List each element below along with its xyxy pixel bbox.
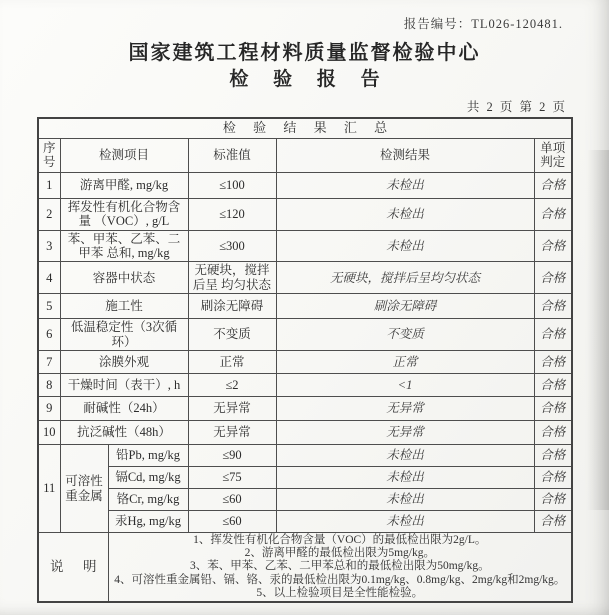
table-caption: 检 验 结 果 汇 总	[38, 118, 572, 138]
row-verdict: 合格	[534, 421, 572, 445]
row-result: 未检出	[276, 198, 534, 230]
table-row	[38, 262, 572, 294]
heavy-metal-group-label: 可溶性重金属	[60, 445, 108, 533]
sub-row-verdict: 合格	[534, 445, 572, 467]
row-item: 挥发性有机化合物含量 （VOC）, g/L	[60, 198, 188, 230]
row-item: 耐碱性（24h）	[60, 397, 188, 421]
row-verdict: 合格	[534, 198, 572, 230]
row-no: 4	[38, 262, 60, 294]
row-result: <1	[276, 374, 534, 397]
row-verdict: 合格	[534, 172, 572, 198]
row-no: 6	[38, 319, 60, 351]
row-standard: 无硬块，搅拌后呈 均匀状态	[188, 262, 276, 294]
results-table	[37, 117, 573, 603]
table-row	[38, 421, 572, 445]
row-no: 1	[38, 172, 60, 198]
row-item: 游离甲醛, mg/kg	[60, 172, 188, 198]
table-row	[38, 397, 572, 421]
sub-row-result: 未检出	[276, 445, 534, 467]
row-verdict: 合格	[534, 319, 572, 351]
row-verdict: 合格	[534, 230, 572, 262]
row-item: 容器中状态	[60, 262, 188, 294]
row-item: 低温稳定性（3次循环）	[60, 319, 188, 351]
sub-row-item: 汞Hg, mg/kg	[108, 511, 188, 533]
note-line: 3、苯、甲苯、乙苯、二甲苯总和的最低检出限为50mg/kg。	[189, 560, 490, 573]
row-standard: 无异常	[188, 397, 276, 421]
table-row	[38, 351, 572, 374]
row-no: 3	[38, 230, 60, 262]
row-result: 未检出	[276, 230, 534, 262]
row-result: 无异常	[276, 421, 534, 445]
row-verdict: 合格	[534, 374, 572, 397]
note-line: 1、挥发性有机化合物含量（VOC）的最低检出限为2g/L。	[193, 534, 487, 546]
table-row	[38, 172, 572, 198]
notes-content	[108, 533, 572, 603]
sub-row-result: 未检出	[276, 511, 534, 533]
notes-label-cell	[38, 533, 108, 603]
row-no: 10	[38, 421, 60, 445]
inspection-center-name: 国家建筑工程材料质量监督检验中心	[128, 42, 481, 64]
table-row-heavy-metal	[38, 511, 572, 533]
row-result: 无异常	[276, 397, 534, 421]
row-no: 7	[38, 351, 60, 374]
table-row-heavy-metal	[38, 489, 572, 511]
page-indicator: 共 2 页 第 2 页	[466, 100, 567, 114]
row-no: 2	[38, 198, 60, 230]
table-caption-row	[38, 118, 572, 138]
row-item: 抗泛碱性（48h）	[60, 421, 188, 445]
sub-row-item: 铬Cr, mg/kg	[108, 489, 188, 511]
row-item: 苯、甲苯、乙苯、二甲苯 总和, mg/kg	[60, 230, 188, 262]
col-header-verdict: 单项判定	[534, 138, 572, 172]
row-standard: 刷涂无障碍	[188, 294, 276, 319]
row-result: 未检出	[276, 172, 534, 198]
notes-label: 说明	[50, 559, 97, 575]
table-row	[38, 374, 572, 397]
sub-row-verdict: 合格	[534, 511, 572, 533]
row-standard: 不变质	[188, 319, 276, 351]
col-header-no: 序号	[38, 138, 60, 172]
row-standard: ≤120	[188, 198, 276, 230]
row-result: 不变质	[276, 319, 534, 351]
row-standard: ≤100	[188, 172, 276, 198]
row-item: 涂膜外观	[60, 351, 188, 374]
sub-row-standard: ≤60	[188, 511, 276, 533]
row-verdict: 合格	[534, 397, 572, 421]
note-line: 2、游离甲醛的最低检出限为5mg/kg。	[244, 547, 435, 560]
table-row	[38, 294, 572, 319]
col-header-standard: 标准值	[188, 138, 276, 172]
sub-row-item: 铅Pb, mg/kg	[108, 445, 188, 467]
sub-row-standard: ≤90	[188, 445, 276, 467]
sub-row-result: 未检出	[276, 489, 534, 511]
col-header-result: 检测结果	[276, 138, 534, 172]
row-verdict: 合格	[534, 262, 572, 294]
row-no: 9	[38, 397, 60, 421]
row-item: 施工性	[60, 294, 188, 319]
row-result: 无硬块，搅拌后呈均匀状态	[276, 262, 534, 294]
row-item: 干燥时间（表干）, h	[60, 374, 188, 397]
table-row	[38, 198, 572, 230]
sub-row-standard: ≤60	[188, 489, 276, 511]
report-number: 报告编号：TL026-120481.	[403, 17, 563, 31]
row-no: 11	[38, 445, 60, 533]
note-line: 4、可溶性重金属铅、镉、铬、汞的最低检出限为0.1mg/kg、0.8mg/kg、2mg/kg和2mg/kg。	[114, 573, 566, 586]
note-line: 5、以上检验项目是全性能检验。	[256, 586, 424, 599]
table-row-heavy-metal	[38, 467, 572, 489]
row-result: 正常	[276, 351, 534, 374]
col-header-item: 检测项目	[60, 138, 188, 172]
table-header-row	[38, 138, 572, 172]
row-verdict: 合格	[534, 351, 572, 374]
row-standard: 无异常	[188, 421, 276, 445]
notes-row	[38, 533, 572, 603]
sub-row-item: 镉Cd, mg/kg	[108, 467, 188, 489]
sub-row-standard: ≤75	[188, 467, 276, 489]
table-row	[38, 319, 572, 351]
table-row-heavy-metal	[38, 445, 572, 467]
row-no: 8	[38, 374, 60, 397]
sub-row-verdict: 合格	[534, 489, 572, 511]
sub-row-verdict: 合格	[534, 467, 572, 489]
row-verdict: 合格	[534, 294, 572, 319]
row-no: 5	[38, 294, 60, 319]
row-standard: 正常	[188, 351, 276, 374]
row-result: 刷涂无障碍	[276, 294, 534, 319]
report-title: 检 验 报 告	[229, 69, 390, 90]
table-row	[38, 230, 572, 262]
sub-row-result: 未检出	[276, 467, 534, 489]
row-standard: ≤300	[188, 230, 276, 262]
row-standard: ≤2	[188, 374, 276, 397]
scan-shadow	[587, 150, 609, 510]
